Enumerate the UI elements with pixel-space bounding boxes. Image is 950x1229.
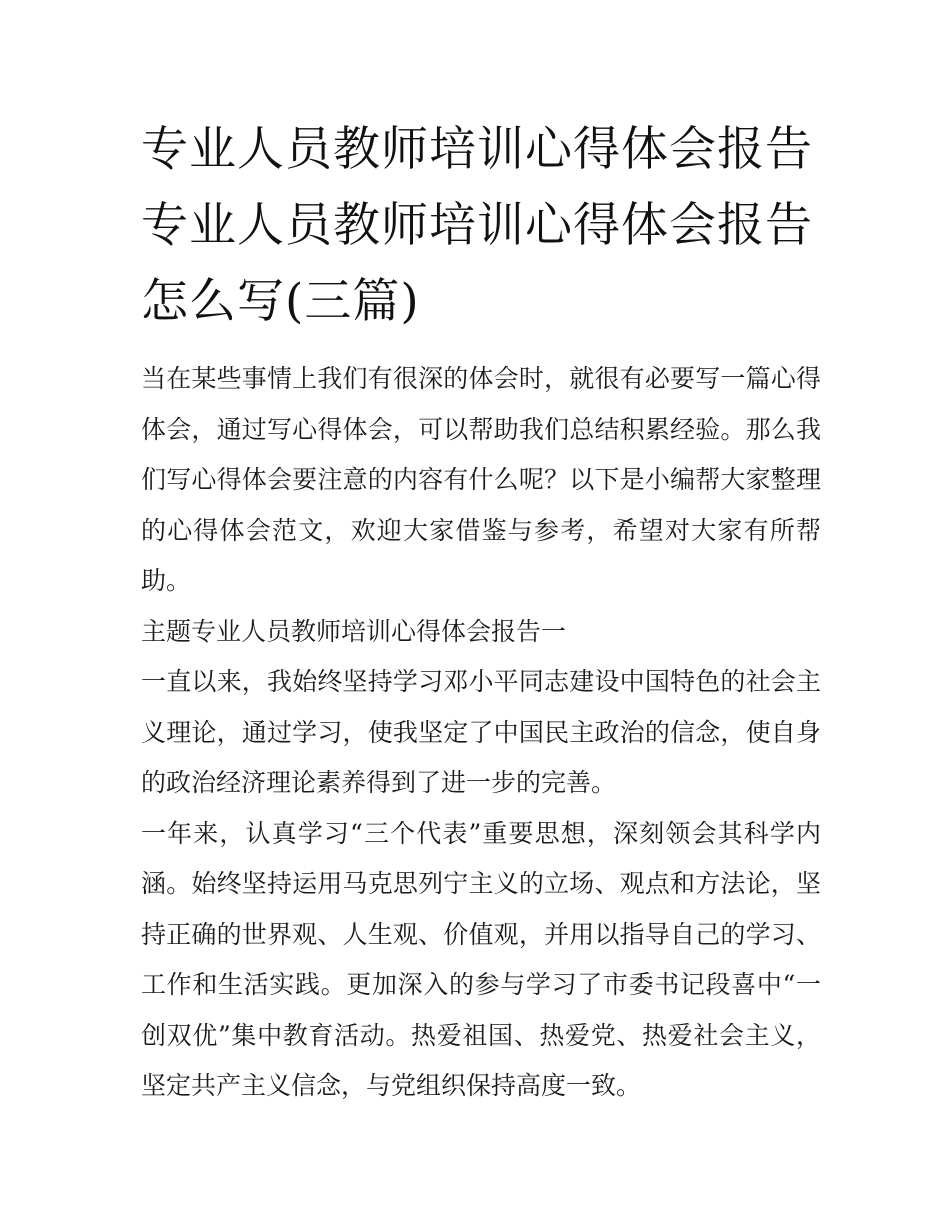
document-title: 专业人员教师培训心得体会报告 专业人员教师培训心得体会报告怎么写(三篇): [141, 122, 813, 329]
document-body: [141, 354, 821, 1112]
intro-paragraph: 当在某些事情上我们有很深的体会时，就很有必要写一篇心得体会，通过写心得体会，可以帮助我们总结积累经验。那么我们写心得体会要注意的内容有什么呢？以下是小编帮大家整理的心得体会范文，欢迎大家借鉴与参考，希望对大家有所帮助。: [141, 364, 821, 595]
body-paragraph: 一直以来，我始终坚持学习邓小平同志建设中国特色的社会主义理论，通过学习，使我坚定了中国民主政治的信念，使自身的政治经济理论素养得到了进一步的完善。: [141, 667, 821, 797]
body-paragraph: 一年来，认真学习“三个代表”重要思想，深刻领会其科学内涵。始终坚持运用马克思列宁主义的立场、观点和方法论，坚持正确的世界观、人生观、价值观，并用以指导自己的学习、工作和生活实践。更加深入的参与学习了市委书记段喜中“一创双优”集中教育活动。热爱祖国、热爱党、热爱社会主义，坚定共产主义信念，与党组织保持高度一致。: [141, 818, 821, 1100]
section-heading: 主题专业人员教师培训心得体会报告一: [141, 616, 567, 646]
